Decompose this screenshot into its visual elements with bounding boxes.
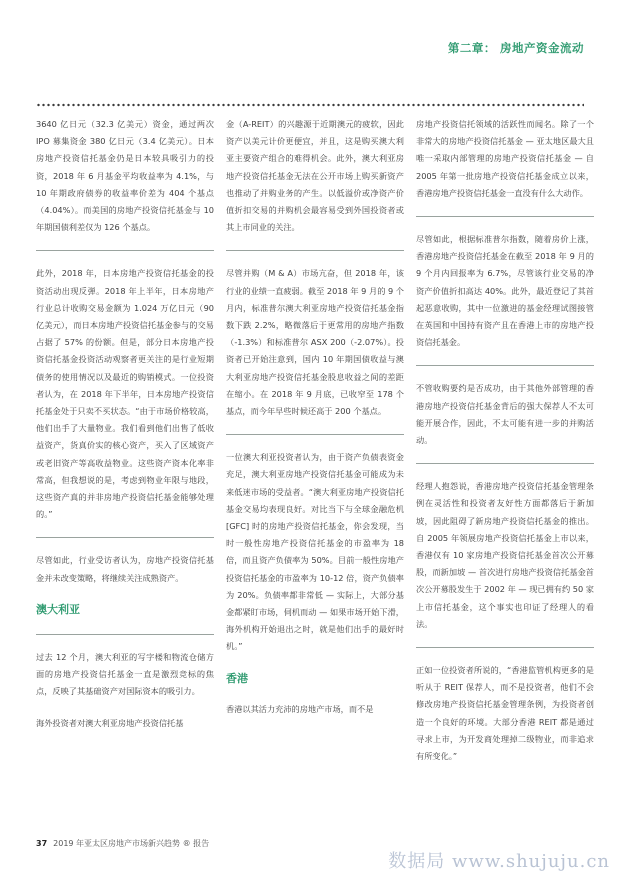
chapter-title: 房地产资金流动 [500, 41, 584, 55]
paragraph: 此外，2018 年，日本房地产投资信托基金的投资活动出现反弹。2018 年上半年，日本房地产行业总计收购交易金额为 1.024 万亿日元（90 亿美元），而日本房地产投资信托基金参与的交易占据了 57% 的份额。但是，部分日本房地产投资信托基金投资活动观察者更关注的是行业短期债务的使用情况以及最近的购销模式。一位投资者认为，在 2018 年下半年，日本房地产投资信托基金处于只卖不买状态。“由于市场价格较高，他们出手了大量物业。我们看到他们出售了低收益资产，货真价实的核心资产，买入了区域资产或老旧资产等高收益物业。这些资产资本化率非常高，但我想说的是，考虑到物业年限与地段，这些资产真的并非房地产投资信托基金能够处理的。” [36, 268, 214, 520]
page-footer [36, 838, 209, 849]
report-title: 2019 年亚太区房地产市场新兴趋势 ® 报告 [53, 839, 210, 848]
section-rule [416, 647, 594, 648]
paragraph: 3640 亿日元（32.3 亿美元）资金，通过两次 IPO 募集资金 380 亿日元（3.4 亿美元）。日本房地产投资信托基金仍是日本较具吸引力的投资，2018 年 6 月基金平均收益率为 4.1%，与 10 年期政府债券的收益率价差为 404 个基点（4.04%）。而美国的房地产投资信托基金与 10 年期国债利差仅为 126 个基点。 [36, 119, 214, 233]
section-rule [226, 434, 404, 435]
page-number: 37 [36, 839, 48, 848]
paragraph: 海外投资者对澳大利亚房地产投资信托基 [36, 717, 184, 728]
section-heading-hong-kong: 香港 [226, 671, 248, 685]
section-rule [416, 463, 594, 464]
section-rule [36, 250, 214, 251]
column-1 [36, 116, 214, 746]
paragraph: 经理人抱怨说，香港房地产投资信托基金管理条例在灵活性和投资者友好性方面都落后于新加坡，因此阻碍了新房地产投资信托基金的推出。自 2005 年领展房地产投资信托基金上市以来，香港仅有 10 家房地产投资信托基金首次公开募股，而新加坡 — 首次进行房地产投资信托基金首次公开募股发生于 2002 年 — 现已拥有约 50 家上市信托基金，这个事实也印证了经理人的看法。 [416, 481, 594, 629]
column-2 [226, 116, 404, 732]
section-heading-australia: 澳大利亚 [36, 602, 80, 616]
section-rule [416, 216, 594, 217]
watermark: 数据局 www.shujuju.cn [388, 851, 610, 872]
chapter-number: 第二章： [447, 41, 496, 55]
chapter-heading [448, 40, 584, 56]
paragraph: 一位澳大利亚投资者认为，由于资产负债表资金充足，澳大利亚房地产投资信托基金可能成为未来低迷市场的受益者。“澳大利亚房地产投资信托基金交易均表现良好。对比当下与全球金融危机 [GFC] 时的房地产投资信托基金，你会发现，当时一般性房地产投资信托基金的市盈率为 18 倍，而且资产负债率为 50%。目前一般性房地产投资信托基金的市盈率为 10-12 倍，资产负债率为 20%。负债率都非常低 — 实际上，大部分基金都紧盯市场，伺机而动 — 如果市场开始下滑，海外机构开始退出之时，就是他们出手的最好时机。” [226, 452, 404, 652]
paragraph: 过去 12 个月，澳大利亚的写字楼和物流仓储方面的房地产投资信托基金一直是激烈竞标的焦点，反映了其基础资产对国际资本的吸引力。 [36, 652, 214, 697]
paragraph: 尽管如此，行业受访者认为，房地产投资信托基金并未改变策略，将继续关注成熟资产。 [36, 555, 214, 583]
paragraph: 尽管并购（M & A）市场亢奋，但 2018 年，该行业的业绩一直疲弱。截至 2018 年 9 月的 9 个月内，标准普尔澳大利亚房地产投资信托基金指数下跌 2.2%，略微落后于更常用的房地产指数（-1.3%）和标准普尔 ASX 200（-2.07%）。投资者已开始注意到，国内 10 年期国债收益与澳大利亚房地产投资信托基金股息收益之间的差距在缩小。在 2018 年 9 月底，已收窄至 178 个基点，而今年早些时候还高于 200 个基点。 [226, 268, 404, 417]
section-rule [36, 634, 214, 635]
section-rule [226, 250, 404, 251]
column-3 [416, 116, 594, 779]
section-rule [416, 365, 594, 366]
paragraph: 尽管如此，根据标准普尔指数，随着房价上涨，香港房地产投资信托基金在截至 2018 年 9 月的 9 个月内回报率为 6.7%，尽管该行业交易的净资产价值折扣高达 40%。此外，最近登记了其首起恶意收购，其中一位激进的基金经理试图接管在英国和中国持有资产且在香港上市的房地产投资信托基金。 [416, 234, 594, 348]
paragraph: 不管收购要约是否成功，由于其他外部管理的香港房地产投资信托基金背后的强大保荐人不太可能开展合作，因此，不太可能有进一步的并购活动。 [416, 383, 594, 446]
paragraph: 房地产投资信托领域的活跃性而闻名。除了一个非常大的房地产投资信托基金 — 亚太地区最大且唯一采取内部管理的房地产投资信托基金 — 自 2005 年第一批房地产投资信托基金成立以来，香港房地产投资信托基金一直没有什么大动作。 [416, 119, 594, 198]
paragraph: 金（A-REIT）的兴趣源于近期澳元的疲软，因此资产以美元计价更便宜，并且，这是购买澳大利亚主要资产组合的难得机会。此外，澳大利亚房地产投资信托基金无法在公开市场上购买新资产也推动了并购业务的产生。以低溢价或净资产价值折扣交易的并购机会最容易受到外国投资者或其上市同业的关注。 [226, 119, 404, 233]
paragraph: 正如一位投资者所说的，“香港监管机构更多的是听从于 REIT 保荐人，而不是投资者，他们不会修改房地产投资信托基金管理条例，为投资者创造一个良好的环境。大部分香港 REIT 都是通过寻求上市，为开发商处理掉二级物业，而非追求有所变化。” [416, 665, 594, 762]
dotted-divider [36, 103, 584, 107]
section-rule [36, 537, 214, 538]
paragraph: 香港以其活力充沛的房地产市场，而不是 [226, 703, 374, 714]
